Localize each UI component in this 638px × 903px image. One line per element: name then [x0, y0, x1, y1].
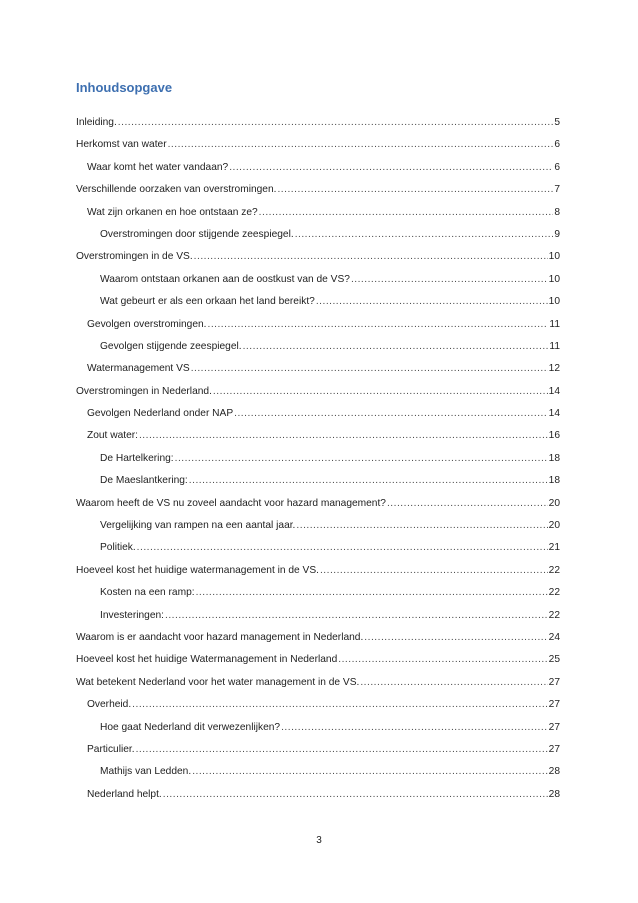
toc-entry-title: Inleiding. — [76, 117, 117, 128]
dot-leader — [213, 386, 548, 397]
toc-entry-page: 7 — [554, 184, 560, 196]
toc-entry-title: Gevolgen Nederland onder NAP — [87, 408, 234, 420]
toc-entry[interactable] — [76, 699, 560, 721]
toc-entry-title: Waarom is er aandacht voor hazard management in Nederland. — [76, 631, 364, 643]
toc-entry-title: Overstromingen in Nederland. — [76, 385, 212, 397]
toc-entry-title: Nederland helpt. — [87, 788, 162, 800]
toc-entry[interactable] — [76, 520, 560, 542]
dot-leader — [234, 408, 548, 419]
dot-leader — [360, 677, 547, 688]
dot-leader — [118, 117, 554, 128]
toc-entry[interactable] — [76, 789, 560, 811]
toc-entry-title: Gevolgen stijgende zeespiegel. — [100, 340, 242, 352]
dot-leader — [296, 520, 547, 531]
toc-entry[interactable] — [76, 274, 560, 296]
toc-entry-page: 24 — [548, 631, 560, 643]
toc-entry-title: Herkomst van water — [76, 139, 167, 151]
toc-entry[interactable] — [76, 722, 560, 744]
toc-entry-page: 22 — [548, 609, 560, 621]
toc-entry-page: 28 — [548, 766, 560, 778]
toc-entry-title: Particulier. — [87, 743, 135, 755]
toc-entry-page: 9 — [554, 228, 560, 240]
toc-entry[interactable] — [76, 184, 560, 206]
dot-leader — [191, 363, 548, 374]
toc-entry-page: 6 — [554, 139, 560, 151]
toc-entry[interactable] — [76, 565, 560, 587]
toc-entry-page: 16 — [548, 430, 560, 442]
toc-entry[interactable] — [76, 251, 560, 273]
dot-leader — [259, 207, 554, 218]
toc-entry-title: Overstromingen in de VS. — [76, 251, 193, 263]
toc-entry-page: 27 — [548, 743, 560, 755]
toc-entry[interactable] — [76, 386, 560, 408]
toc-entry-page: 28 — [548, 788, 560, 800]
dot-leader — [316, 296, 548, 307]
toc-entry[interactable] — [76, 117, 560, 139]
toc-entry-page: 5 — [554, 117, 560, 128]
toc-entry[interactable] — [76, 319, 560, 341]
toc-entry-page: 10 — [548, 273, 560, 285]
dot-leader — [194, 251, 548, 262]
toc-entry-page: 27 — [548, 699, 560, 711]
toc-entry-title: Zout water: — [87, 430, 138, 442]
dot-leader — [168, 139, 554, 150]
toc-entry-page: 11 — [549, 340, 560, 352]
toc-entry[interactable] — [76, 363, 560, 385]
toc-entry-page: 18 — [548, 475, 560, 487]
toc-entry[interactable] — [76, 229, 560, 251]
toc-title: Inhoudsopgave — [76, 80, 173, 95]
dot-leader — [196, 587, 548, 598]
toc-entry[interactable] — [76, 587, 560, 609]
toc-entry[interactable] — [76, 766, 560, 788]
toc-entry-title: Politiek. — [100, 542, 136, 554]
toc-entry-title: Waar komt het water vandaan? — [87, 161, 229, 173]
toc-entry-page: 6 — [554, 161, 560, 173]
dot-leader — [281, 722, 548, 733]
toc-entry-page: 14 — [548, 408, 560, 420]
toc-entry-page: 18 — [548, 452, 560, 464]
toc-entry[interactable] — [76, 139, 560, 161]
toc-entry-title: Hoeveel kost het huidige watermanagement in de VS. — [76, 564, 319, 576]
toc-entry-page: 20 — [548, 497, 560, 509]
dot-leader — [320, 565, 548, 576]
dot-leader — [165, 610, 548, 621]
toc-entry-title: Hoeveel kost het huidige Watermanagement in Nederland — [76, 654, 338, 666]
toc-entry-page: 10 — [548, 251, 560, 263]
toc-entry-title: Hoe gaat Nederland dit verwezenlijken? — [100, 721, 281, 733]
toc-entry[interactable] — [76, 453, 560, 475]
page-number: 3 — [316, 835, 322, 846]
dot-leader — [192, 766, 547, 777]
toc-entry[interactable] — [76, 542, 560, 564]
table-of-contents — [76, 117, 560, 811]
dot-leader — [175, 453, 548, 464]
toc-entry[interactable] — [76, 632, 560, 654]
toc-entry[interactable] — [76, 430, 560, 452]
toc-entry[interactable] — [76, 677, 560, 699]
toc-entry-title: Verschillende oorzaken van overstromingen. — [76, 184, 277, 196]
toc-entry-title: Wat zijn orkanen en hoe ontstaan ze? — [87, 206, 258, 218]
dot-leader — [139, 430, 548, 441]
toc-entry-title: Overstromingen door stijgende zeespiegel. — [100, 228, 294, 240]
dot-leader — [132, 699, 547, 710]
toc-entry-page: 21 — [548, 542, 560, 554]
toc-entry-title: Gevolgen overstromingen. — [87, 318, 207, 330]
dot-leader — [387, 498, 548, 509]
toc-entry-page: 10 — [548, 296, 560, 308]
toc-entry-page: 11 — [549, 318, 560, 330]
dot-leader — [229, 162, 553, 173]
dot-leader — [136, 744, 548, 755]
toc-entry[interactable] — [76, 408, 560, 430]
toc-entry-title: Overheid. — [87, 699, 132, 711]
toc-entry[interactable] — [76, 207, 560, 229]
dot-leader — [243, 341, 549, 352]
toc-entry-page: 27 — [548, 676, 560, 688]
toc-entry-title: Watermanagement VS — [87, 363, 190, 375]
dot-leader — [207, 319, 548, 330]
toc-entry[interactable] — [76, 475, 560, 497]
toc-entry-page: 25 — [548, 654, 560, 666]
dot-leader — [364, 632, 547, 643]
toc-entry[interactable] — [76, 744, 560, 766]
toc-entry-title: Wat betekent Nederland voor het water management in de VS. — [76, 676, 360, 688]
dot-leader — [163, 789, 548, 800]
toc-entry-title: Waarom heeft de VS nu zoveel aandacht voor hazard management? — [76, 497, 386, 509]
toc-entry-page: 27 — [548, 721, 560, 733]
toc-entry-title: Mathijs van Ledden. — [100, 766, 192, 778]
toc-entry[interactable] — [76, 654, 560, 676]
toc-entry[interactable] — [76, 162, 560, 184]
dot-leader — [351, 274, 548, 285]
toc-entry[interactable] — [76, 341, 560, 363]
toc-entry-page: 22 — [548, 564, 560, 576]
dot-leader — [295, 229, 554, 240]
dot-leader — [277, 184, 553, 195]
toc-entry[interactable] — [76, 610, 560, 632]
toc-entry-title: Kosten na een ramp: — [100, 587, 195, 599]
toc-entry-page: 22 — [548, 587, 560, 599]
toc-entry-title: Vergelijking van rampen na een aantal jaar. — [100, 520, 296, 532]
toc-entry-page: 14 — [548, 385, 560, 397]
toc-entry[interactable] — [76, 296, 560, 318]
toc-entry-page: 8 — [554, 206, 560, 218]
toc-entry-title: Waarom ontstaan orkanen aan de oostkust van de VS? — [100, 273, 350, 285]
dot-leader — [189, 475, 548, 486]
toc-entry[interactable] — [76, 498, 560, 520]
toc-entry-page: 12 — [548, 363, 560, 375]
toc-entry-page: 20 — [548, 520, 560, 532]
toc-entry-title: De Hartelkering: — [100, 452, 174, 464]
toc-entry-title: Investeringen: — [100, 609, 164, 621]
toc-entry-title: Wat gebeurt er als een orkaan het land bereikt? — [100, 296, 315, 308]
dot-leader — [338, 654, 547, 665]
toc-entry-title: De Maeslantkering: — [100, 475, 188, 487]
dot-leader — [137, 542, 548, 553]
